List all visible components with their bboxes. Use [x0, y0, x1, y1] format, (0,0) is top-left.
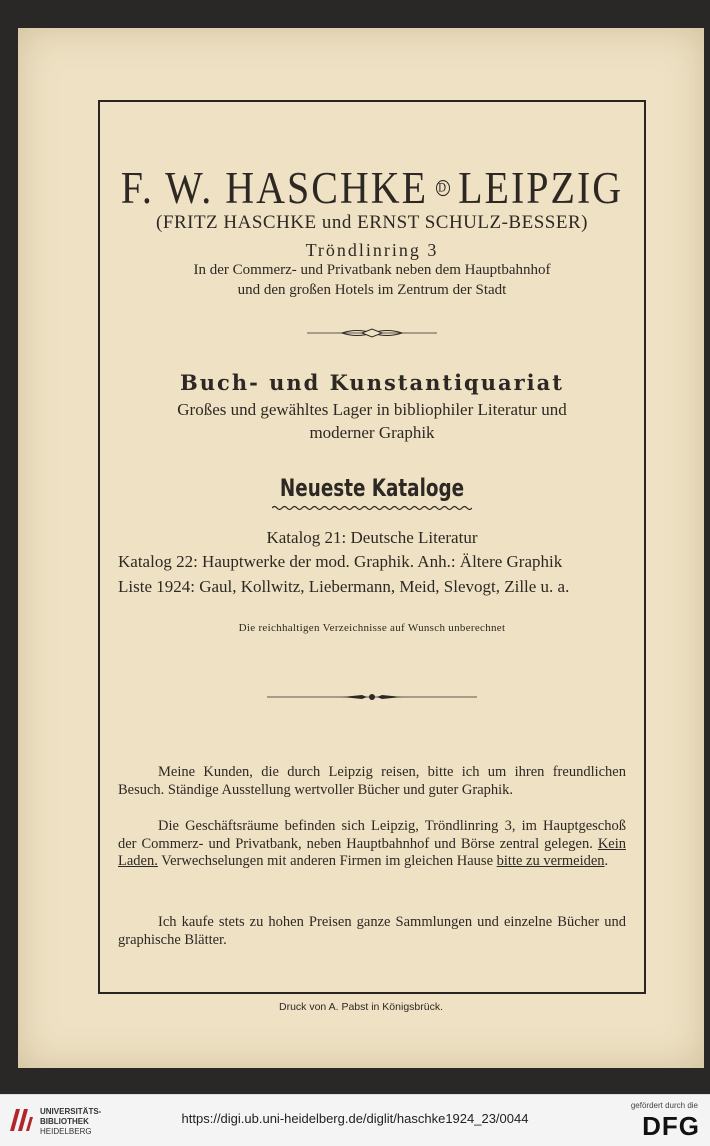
paragraph-visitors: Meine Kunden, die durch Leipzig reisen, bitte ich um ihren freundlichen Besuch. Ständige Ausstellung wertvoller Bücher und guter Graphik. [118, 764, 626, 798]
firm-name-left: F. W. HASCHKE [120, 161, 429, 214]
paragraph-premises-text-c: . [604, 853, 609, 869]
no-shop-notice: Kein Laden. [118, 835, 626, 869]
library-line-2: BIBLIOTHEK [40, 1117, 89, 1126]
printer-credit: Druck von A. Pabst in Königsbrück. [279, 1001, 443, 1013]
firm-mark: D [436, 180, 450, 196]
catalog-line-3: Liste 1924: Gaul, Kollwitz, Liebermann, Meid, Slevogt, Zille u. a. [118, 577, 570, 596]
permalink-url[interactable]: https://digi.ub.uni-heidelberg.de/diglit/haschke1924_23/0044 [181, 1111, 529, 1126]
funded-by-label: gefördert durch die [630, 1101, 698, 1110]
catalogs-heading: Neueste Kataloge [279, 474, 465, 502]
location-line-1: In der Commerz- und Privatbank neben dem Hauptbahnhof [193, 262, 551, 278]
catalog-line-2: Katalog 22: Hauptwerke der mod. Graphik. Anh.: Ältere Graphik [118, 552, 563, 571]
viewer-footer [0, 1094, 710, 1146]
owners-line: (FRITZ HASCHKE und ERNST SCHULZ-BESSER) [156, 212, 588, 233]
document-page [18, 28, 704, 1068]
paragraph-premises-text-b: Verwechselungen mit anderen Firmen im gleichen Hause [157, 853, 497, 869]
business-description-2: moderner Graphik [309, 423, 435, 442]
business-description-1: Großes und gewähltes Lager in bibliophiler Literatur und [177, 400, 567, 419]
location-line-2: und den großen Hotels im Zentrum der Stadt [237, 282, 507, 298]
paragraph-premises-text-a: Die Geschäftsräume befinden sich Leipzig, Tröndlinring 3, im Hauptgeschoß der Commerz- und Privatbank, neben Hauptbahnhof und Börse zentral gelegen. [118, 818, 626, 852]
dfg-logo: DFG [642, 1111, 700, 1141]
paragraph-premises [118, 818, 626, 871]
library-line-1: UNIVERSITÄTS- [40, 1107, 102, 1116]
catalog-note: Die reichhaltigen Verzeichnisse auf Wunsch unberechnet [238, 622, 506, 634]
wavy-underline [272, 505, 472, 511]
firm-name-right: LEIPZIG [458, 161, 624, 214]
catalog-line-1: Katalog 21: Deutsche Literatur [266, 528, 478, 547]
border-frame [98, 100, 646, 994]
avoid-confusion-notice: bitte zu vermeiden [496, 853, 605, 869]
ornament-divider-bottom [100, 692, 644, 702]
paragraph-purchasing: Ich kaufe stets zu hohen Preisen ganze Sammlungen und einzelne Bücher und graphische Blätter. [118, 914, 626, 948]
ornament-divider-top [100, 328, 644, 338]
library-line-3: HEIDELBERG [40, 1127, 92, 1136]
street-address: Tröndlinring 3 [305, 240, 439, 260]
business-heading: Buch- und Kunstantiquariat [180, 370, 564, 395]
firm-name [100, 160, 644, 214]
